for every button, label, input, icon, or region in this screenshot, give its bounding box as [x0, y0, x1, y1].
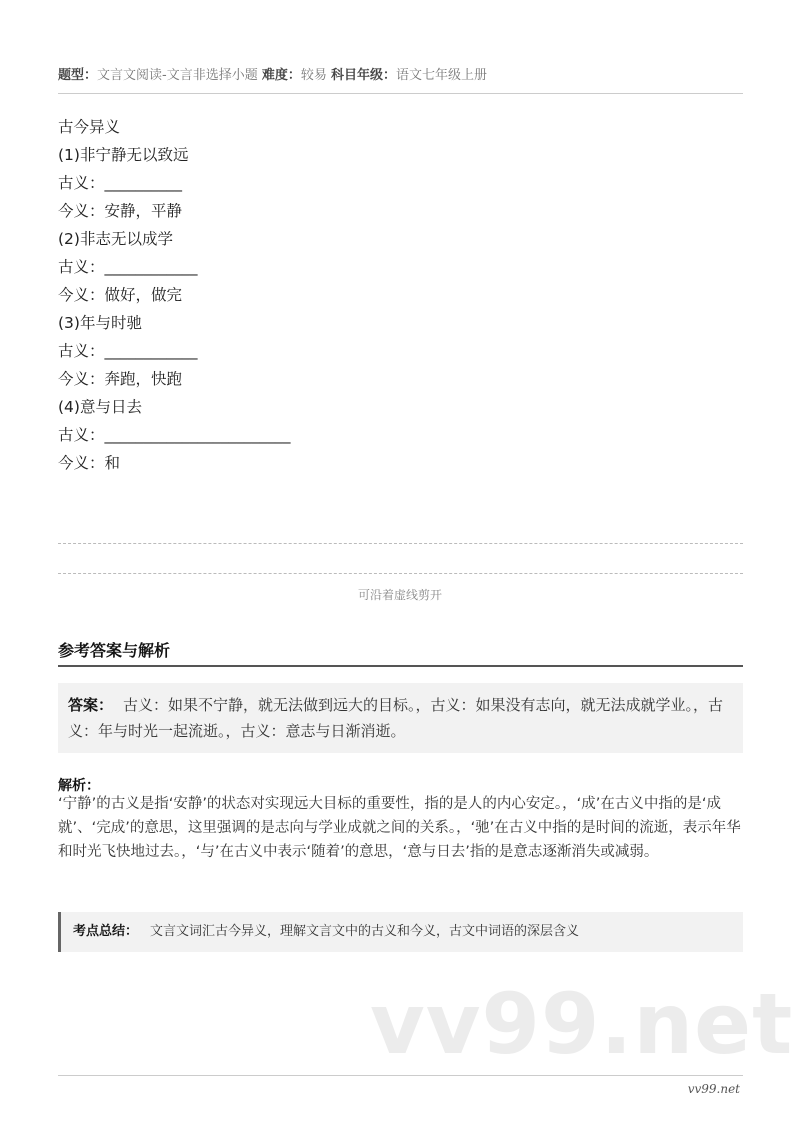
summary-text: 文言文词汇古今异义，理解文言文中的古义和今义，古文中词语的深层含义 [150, 924, 580, 939]
cut-dashed-line [58, 573, 743, 574]
summary-box [58, 912, 743, 952]
analysis-text: ‘宁静’的古义是指‘安静’的状态对实现远大目标的重要性，指的是人的内心安定。，‘成’在古义中指的是‘成就’、‘完成’的意思，这里强调的是志向与学业成就之间的关系。，‘驰’在古义中指的是时间的流逝，表示年华和时光飞快地过去。，‘与’在古义中表示‘随着’的意思，‘意与日去’指的是意志逐渐消失或减弱。 [58, 796, 741, 860]
cut-hint: 可沿着虚线剪开 [357, 588, 442, 602]
question-line: 古义：__________ [58, 174, 183, 192]
analysis-label: 解析： [58, 778, 100, 794]
question-line: (1)非宁静无以致远 [58, 146, 189, 164]
section-title: 参考答案与解析 [58, 641, 171, 660]
subject-value: 语文七年级上册 [396, 68, 488, 83]
section-divider [58, 665, 743, 667]
question-line: (2)非志无以成学 [58, 230, 173, 248]
question-line: 今义：和 [58, 454, 121, 472]
watermark-logo: vv99.net [370, 975, 794, 1073]
question-line: 古今异义 [58, 118, 121, 136]
question-meta [58, 64, 487, 83]
question-line: 今义：奔跑，快跑 [58, 370, 183, 388]
subject-label: 科目年级： [331, 68, 397, 83]
question-line: (3)年与时驰 [58, 314, 142, 332]
question-line: 今义：安静，平静 [58, 202, 183, 220]
question-line: 今义：做好，做完 [58, 286, 183, 304]
type-value: 文言文阅读-文言非选择小题 [97, 68, 258, 83]
question-line: 古义：____________ [58, 258, 198, 276]
header-divider [58, 93, 743, 94]
question-line: (4)意与日去 [58, 398, 142, 416]
answer-text: 古义：如果不宁静，就无法做到远大的目标。，古义：如果没有志向，就无法成就学业。，古义：年与时光一起流逝。，古义：意志与日渐消逝。 [68, 696, 724, 740]
question-body [58, 113, 291, 477]
footer-divider [58, 1075, 743, 1076]
question-line: 古义：________________________ [58, 426, 291, 444]
footer-site: vv99.net [687, 1082, 740, 1096]
dashed-line [58, 543, 743, 544]
question-line: 古义：____________ [58, 342, 198, 360]
type-label: 题型： [58, 68, 98, 83]
summary-label: 考点总结： [73, 924, 139, 939]
answer-box [58, 683, 743, 753]
answer-label: 答案： [68, 696, 114, 714]
difficulty-label: 难度： [261, 68, 301, 83]
difficulty-value: 较易 [300, 68, 327, 83]
